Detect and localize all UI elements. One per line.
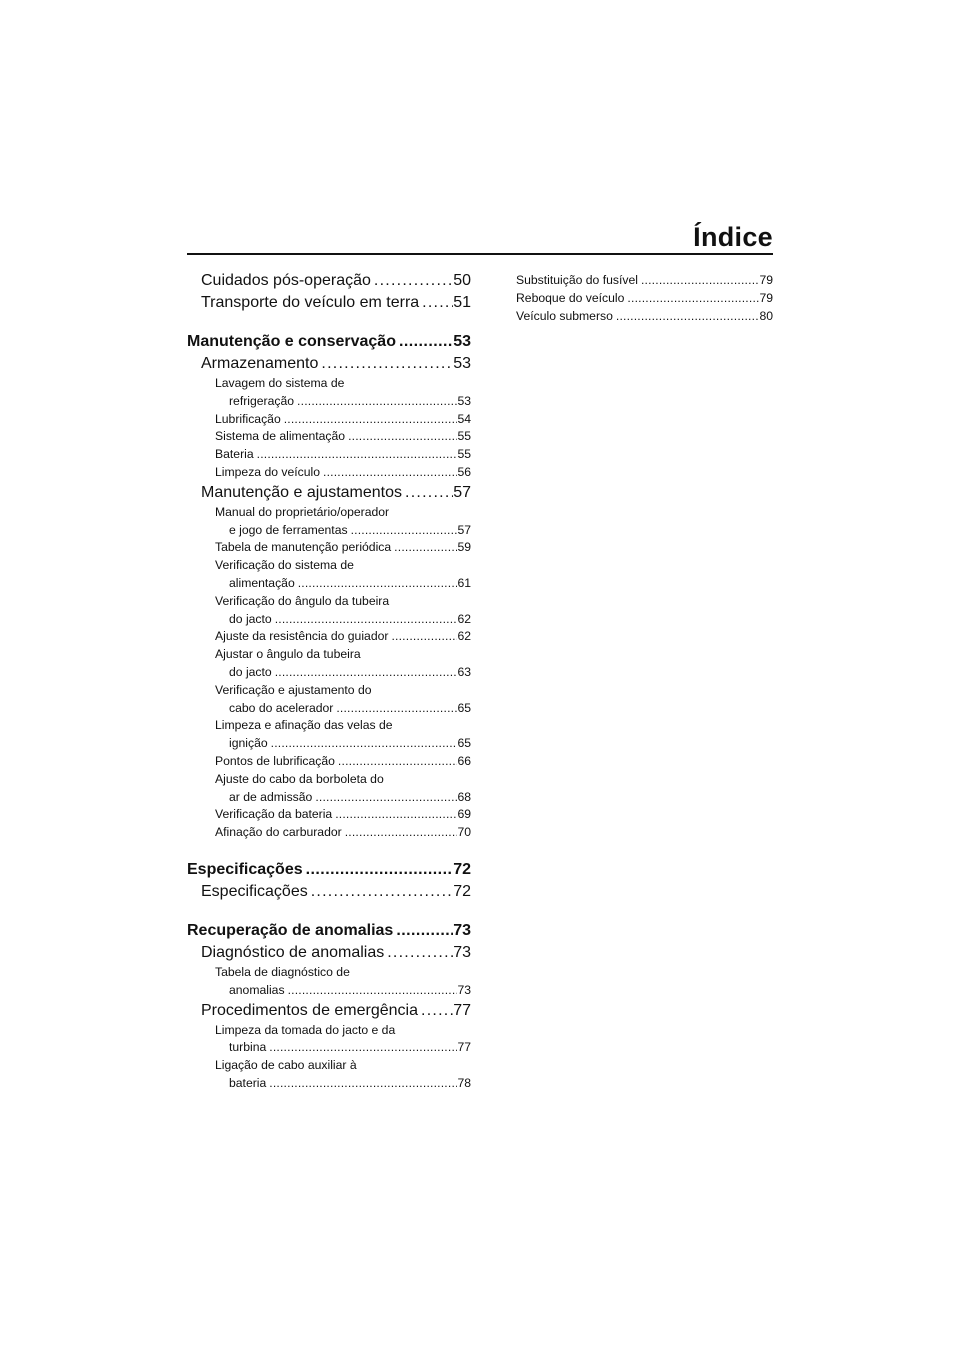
toc-entry-line: [516, 308, 773, 326]
toc-subsection[interactable]: [187, 964, 471, 1000]
toc-entry-line: [187, 859, 471, 881]
dot-leader: [285, 982, 458, 1000]
toc-page-number: 55: [457, 447, 471, 462]
toc-entry-title: Cuidados pós-operação: [201, 272, 371, 289]
dot-leader: [294, 393, 457, 411]
page-title: Índice: [693, 222, 773, 252]
toc-section[interactable]: [187, 292, 471, 314]
toc-entry-title-line: Verificação e ajustamento do: [215, 682, 372, 697]
toc-page-number: 62: [457, 611, 471, 626]
dot-leader: [295, 575, 458, 593]
toc-entry-title: Bateria: [215, 447, 254, 462]
dot-leader: [388, 628, 457, 646]
dot-leader: [402, 482, 453, 504]
toc-entry-line: [215, 1075, 471, 1093]
toc-subsection[interactable]: [187, 464, 471, 482]
toc-page-number: 51: [453, 294, 471, 311]
toc-entry-title: Limpeza do veículo: [215, 464, 321, 479]
toc-page-number: 77: [453, 1001, 471, 1019]
toc-subsection[interactable]: [187, 446, 471, 464]
dot-leader: [303, 859, 454, 881]
toc-chapter[interactable]: [187, 859, 471, 881]
toc-entry-title: Substituição do fusível: [516, 273, 638, 287]
dot-leader: [318, 353, 453, 375]
toc-page-number: 79: [759, 273, 773, 287]
toc-entry-title: Veículo submerso: [516, 308, 613, 323]
toc-section[interactable]: [187, 942, 471, 964]
toc-entry-line: [215, 464, 471, 482]
toc-entry-line: [201, 270, 471, 292]
dot-leader: [272, 664, 458, 682]
toc-section[interactable]: [187, 881, 471, 903]
toc-subsection[interactable]: [187, 539, 471, 557]
toc-entry-title: Manutenção e ajustamentos: [201, 483, 403, 501]
toc-entry-title-line: Verificação do sistema de: [215, 558, 354, 573]
toc-page-number: 69: [457, 807, 471, 822]
dot-leader: [333, 700, 457, 718]
toc-subsection[interactable]: [187, 1022, 471, 1058]
toc-entry-line: [187, 331, 471, 353]
toc-page-number: 66: [457, 753, 471, 768]
toc-entry-line: [215, 664, 471, 682]
toc-entry-title: Tabela de manutenção periódica: [215, 540, 392, 555]
toc-entry-line: [215, 789, 471, 807]
toc-entry-title: Ajuste da resistência do guiador: [215, 629, 389, 644]
toc-entry-line: [215, 700, 471, 718]
toc-entry-title: Lubrificação: [215, 411, 281, 426]
dot-leader: [308, 881, 453, 903]
toc-page-number: 78: [457, 1075, 471, 1090]
toc-page-number: 77: [457, 1040, 471, 1055]
toc-entry-title: Pontos de lubrificação: [215, 753, 335, 768]
toc-entry-title: Recuperação de anomalias: [187, 921, 394, 939]
toc-section[interactable]: [187, 353, 471, 375]
toc-page-number: 65: [457, 736, 471, 751]
toc-page-number: 61: [457, 575, 471, 590]
dot-leader: [266, 1075, 457, 1093]
toc-entry-title-line: Ajustar o ângulo da tubeira: [215, 647, 361, 662]
dot-leader: [320, 464, 457, 482]
toc-page-number: 79: [759, 290, 773, 305]
toc-entry-title: Verificação da bateria: [215, 807, 333, 822]
toc-section[interactable]: [187, 482, 471, 504]
toc-entry-line: [201, 1000, 471, 1022]
dot-leader: [345, 428, 457, 446]
toc-page-number: 50: [453, 272, 471, 289]
dot-leader: [254, 446, 458, 464]
toc-entry-title: ignição: [229, 736, 268, 751]
toc-right-column: [516, 272, 773, 325]
dot-leader: [371, 270, 453, 292]
toc-subsection[interactable]: [187, 593, 471, 629]
toc-entry-line: [201, 353, 471, 375]
toc-entry-line: [215, 446, 471, 464]
toc-subsection[interactable]: [187, 504, 471, 540]
toc-entry-title: ar de admissão: [229, 789, 313, 804]
toc-entry-title: do jacto: [229, 611, 272, 626]
toc-entry-line: [215, 411, 471, 429]
toc-page-number: 62: [457, 629, 471, 644]
toc-entry-title-line: Manual do proprietário/operador: [215, 504, 390, 519]
toc-page-number: 73: [453, 921, 471, 939]
toc-entry-line: [201, 292, 471, 314]
dot-leader: [638, 272, 759, 290]
toc-subsection[interactable]: [187, 717, 471, 753]
toc-page-number: 53: [457, 393, 471, 408]
toc-subsection[interactable]: [187, 824, 471, 842]
toc-entry-line: [215, 539, 471, 557]
toc-page-number: 59: [457, 540, 471, 555]
dot-leader: [613, 308, 760, 326]
toc-entry-title: Armazenamento: [201, 355, 319, 372]
toc-subsection[interactable]: [187, 628, 471, 646]
toc-page-number: 70: [457, 825, 471, 840]
toc-entry-line: [215, 982, 471, 1000]
toc-page-number: 57: [453, 483, 471, 501]
toc-left-column: [187, 270, 471, 1093]
toc-entry-title: e jogo de ferramentas: [229, 522, 348, 537]
toc-subsection[interactable]: [516, 290, 773, 308]
toc-entry-title: Diagnóstico de anomalias: [201, 943, 385, 961]
toc-page-number: 72: [453, 860, 471, 878]
dot-leader: [268, 735, 458, 753]
dot-leader: [281, 411, 458, 429]
toc-entry-line: [201, 881, 471, 903]
dot-leader: [332, 806, 457, 824]
dot-leader: [396, 331, 453, 353]
dot-leader: [393, 920, 453, 942]
toc-entry-line: [516, 272, 773, 290]
toc-entry-title: Manutenção e conservação: [187, 333, 396, 350]
toc-entry-title-line: Lavagem do sistema de: [215, 376, 345, 390]
dot-leader: [342, 824, 458, 842]
toc-page-number: 53: [453, 355, 471, 372]
toc-entry-line: [516, 290, 773, 308]
toc-entry-line: [215, 735, 471, 753]
toc-subsection[interactable]: [187, 375, 471, 411]
toc-entry-line: [201, 482, 471, 504]
dot-leader: [391, 539, 457, 557]
toc-entry-title-line: Tabela de diagnóstico de: [215, 964, 350, 979]
toc-section[interactable]: [187, 1000, 471, 1022]
toc-entry-title: Afinação do carburador: [215, 825, 342, 840]
toc-entry-title-line: Verificação do ângulo da tubeira: [215, 593, 390, 608]
toc-entry-line: [215, 575, 471, 593]
dot-leader: [418, 1000, 453, 1022]
toc-entry-title-line: Limpeza e afinação das velas de: [215, 718, 393, 733]
toc-page-number: 65: [457, 700, 471, 715]
toc-entry-title: Reboque do veículo: [516, 290, 625, 305]
toc-page-number: 56: [457, 464, 471, 479]
dot-leader: [348, 522, 458, 540]
toc-entry-line: [215, 428, 471, 446]
toc-entry-line: [215, 1039, 471, 1057]
toc-entry-title: turbina: [229, 1040, 267, 1055]
toc-page-number: 57: [457, 522, 471, 537]
toc-entry-title: Procedimentos de emergência: [201, 1001, 419, 1019]
toc-subsection[interactable]: [187, 806, 471, 824]
toc-entry-title: do jacto: [229, 664, 272, 679]
toc-page-number: 55: [457, 429, 471, 444]
toc-entry-line: [215, 393, 471, 411]
dot-leader: [312, 789, 457, 807]
toc-entry-line: [215, 824, 471, 842]
dot-leader: [419, 292, 453, 314]
toc-subsection[interactable]: [187, 646, 471, 682]
toc-entry-title: anomalias: [229, 982, 285, 997]
dot-leader: [272, 611, 458, 629]
toc-page-number: 72: [453, 882, 471, 900]
toc-entry-title: Especificações: [201, 882, 308, 900]
toc-page-number: 54: [457, 411, 471, 426]
toc-entry-line: [215, 806, 471, 824]
toc-subsection[interactable]: [516, 308, 773, 326]
toc-page-number: 73: [457, 982, 471, 997]
toc-page-number: 80: [759, 308, 773, 323]
toc-entry-line: [215, 522, 471, 540]
toc-page-number: 63: [457, 664, 471, 679]
dot-leader: [335, 753, 458, 771]
toc-entry-title: refrigeração: [229, 393, 295, 408]
toc-page-number: 68: [457, 789, 471, 804]
toc-subsection[interactable]: [187, 682, 471, 718]
toc-entry-title: Transporte do veículo em terra: [201, 294, 420, 311]
toc-subsection[interactable]: [187, 1057, 471, 1093]
toc-entry-title-line: Ligação de cabo auxiliar à: [215, 1058, 357, 1073]
toc-entry-line: [215, 753, 471, 771]
toc-chapter[interactable]: [187, 920, 471, 942]
toc-section[interactable]: [187, 270, 471, 292]
toc-subsection[interactable]: [187, 771, 471, 807]
toc-chapter[interactable]: [187, 331, 471, 353]
toc-subsection[interactable]: [516, 272, 773, 290]
toc-entry-line: [215, 628, 471, 646]
toc-subsection[interactable]: [187, 557, 471, 593]
toc-entry-line: [187, 920, 471, 942]
toc-page-number: 53: [453, 333, 471, 350]
toc-subsection[interactable]: [187, 411, 471, 429]
title-rule: [187, 253, 773, 255]
toc-subsection[interactable]: [187, 753, 471, 771]
dot-leader: [266, 1039, 457, 1057]
toc-entry-line: [201, 942, 471, 964]
toc-subsection[interactable]: [187, 428, 471, 446]
toc-entry-title-line: Ajuste do cabo da borboleta do: [215, 771, 384, 786]
toc-entry-title: cabo do acelerador: [229, 700, 334, 715]
toc-entry-title-line: Limpeza da tomada do jacto e da: [215, 1022, 396, 1037]
dot-leader: [384, 942, 453, 964]
toc-entry-title: bateria: [229, 1075, 267, 1090]
toc-entry-title: Sistema de alimentação: [215, 429, 346, 444]
toc-entry-title: alimentação: [229, 575, 295, 590]
toc-entry-title: Especificações: [187, 860, 303, 878]
toc-page-number: 73: [453, 943, 471, 961]
dot-leader: [624, 290, 759, 308]
toc-entry-line: [215, 611, 471, 629]
